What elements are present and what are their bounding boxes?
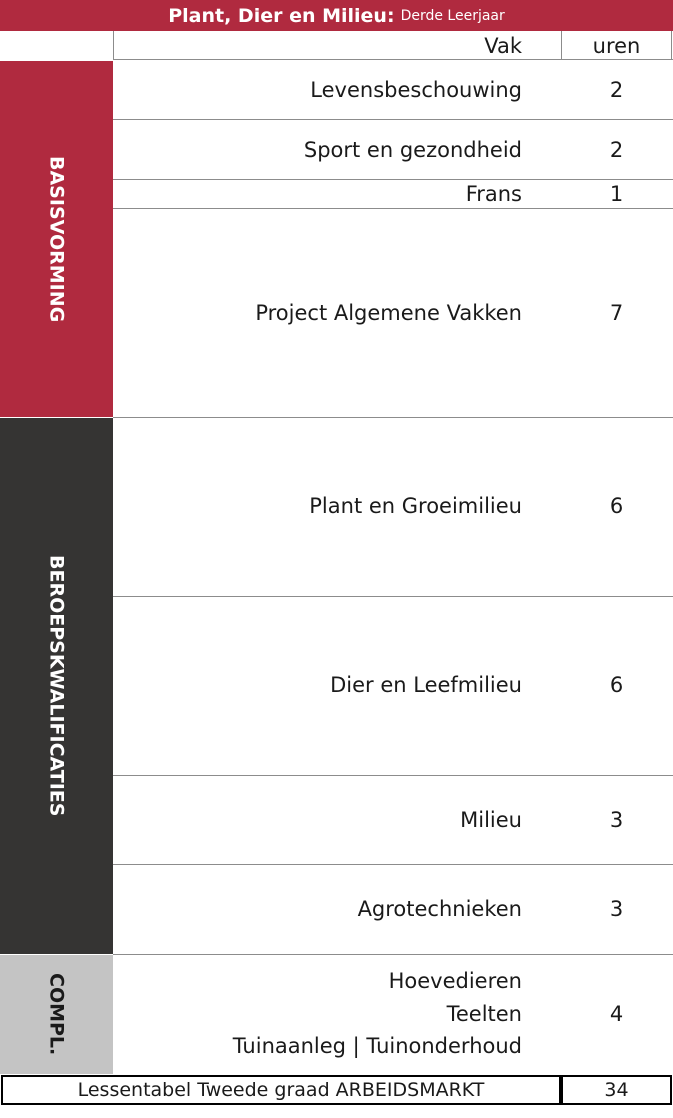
subject-name: Milieu bbox=[460, 808, 522, 832]
subject-name: Levensbeschouwing bbox=[310, 78, 522, 102]
divider bbox=[113, 954, 673, 955]
subject-name: Agrotechnieken bbox=[357, 897, 522, 921]
subject-name: Teelten bbox=[446, 1002, 522, 1026]
subject-name: Hoevedieren bbox=[388, 969, 522, 993]
table-title bbox=[0, 0, 673, 31]
divider bbox=[113, 179, 673, 180]
subject-hours: 6 bbox=[609, 673, 624, 697]
footer-label: Lessentabel Tweede graad ARBEIDSMARKT bbox=[77, 1079, 485, 1101]
section-complementair bbox=[0, 955, 113, 1074]
subject-hours: 3 bbox=[609, 808, 624, 832]
subject-hours: 7 bbox=[609, 301, 624, 325]
column-header-uren: uren bbox=[592, 34, 641, 58]
subject-hours: 1 bbox=[609, 182, 624, 206]
subject-hours: 2 bbox=[609, 78, 624, 102]
footer-total: 34 bbox=[604, 1079, 629, 1101]
subject-hours: 3 bbox=[609, 897, 624, 921]
section-label: COMPL. bbox=[45, 973, 68, 1056]
section-beroepskwalificaties bbox=[0, 418, 113, 954]
divider bbox=[113, 59, 673, 60]
subject-hours: 4 bbox=[609, 1002, 624, 1026]
section-basisvorming bbox=[0, 61, 113, 417]
subject-name: Dier en Leefmilieu bbox=[330, 673, 522, 697]
divider bbox=[113, 775, 673, 776]
divider bbox=[113, 596, 673, 597]
title-subtitle: Derde Leerjaar bbox=[400, 7, 505, 24]
section-label: BEROEPSKWALIFICATIES bbox=[45, 555, 68, 817]
divider bbox=[113, 864, 673, 865]
subject-name: Frans bbox=[465, 182, 522, 206]
column-header-vak: Vak bbox=[484, 34, 522, 58]
section-label: BASISVORMING bbox=[45, 155, 68, 323]
divider bbox=[113, 208, 673, 209]
subject-name: Sport en gezondheid bbox=[303, 138, 522, 162]
footer-total-box bbox=[561, 1075, 672, 1105]
footer-label-box bbox=[1, 1075, 561, 1105]
subject-hours: 2 bbox=[609, 138, 624, 162]
divider bbox=[113, 119, 673, 120]
subject-name: Tuinaanleg | Tuinonderhoud bbox=[232, 1034, 522, 1058]
title-main: Plant, Dier en Milieu: bbox=[168, 4, 395, 27]
divider bbox=[113, 417, 673, 418]
subject-name: Plant en Groeimilieu bbox=[309, 494, 522, 518]
subject-hours: 6 bbox=[609, 494, 624, 518]
divider bbox=[113, 31, 114, 60]
subject-name: Project Algemene Vakken bbox=[255, 301, 522, 325]
